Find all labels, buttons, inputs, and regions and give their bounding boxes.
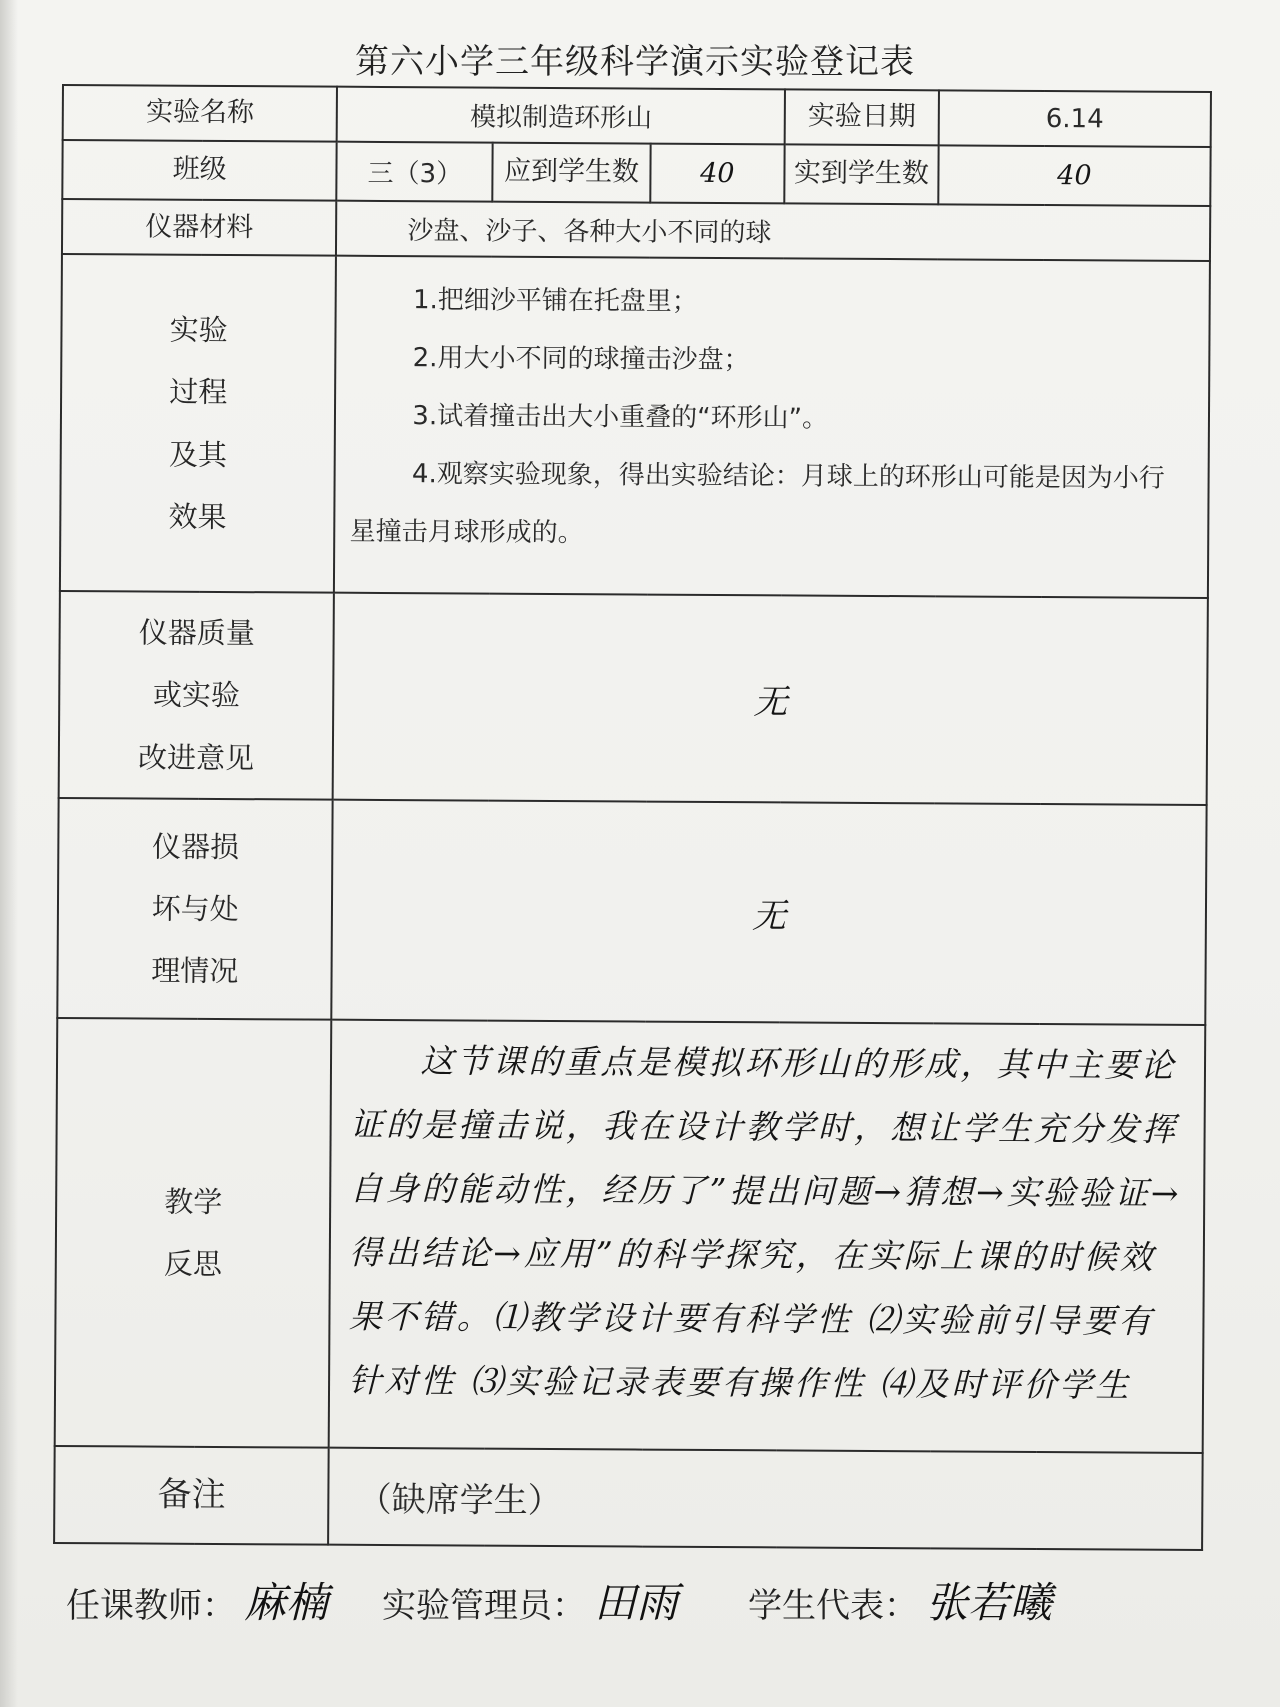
reflection-label-line: 反思: [163, 1246, 223, 1281]
row-remark: [54, 1446, 1203, 1550]
damage-label: [57, 798, 333, 1020]
reflection-label: [55, 1018, 332, 1447]
process-step: 2.用大小不同的球撞击沙盘；: [412, 343, 750, 376]
quality-label-line: 改进意见: [137, 740, 255, 775]
process-label-line: 效果: [168, 499, 227, 534]
register-form: [53, 84, 1212, 1551]
process-steps: [334, 256, 1210, 598]
class-value: 三（3）: [337, 142, 493, 202]
remark-label: 备注: [54, 1446, 329, 1545]
expected-students-value: 40: [650, 144, 785, 204]
admin-signature: 田雨: [594, 1578, 679, 1627]
process-step: 4.观察实验现象，得出实验结论：月球上的环形山可能是因为小行星撞击月球形成的。: [349, 459, 1165, 549]
damage-label-line: 理情况: [151, 953, 239, 989]
process-label-line: 实验: [169, 312, 228, 347]
damage-value: 无: [332, 800, 1207, 1025]
reflection-label-line: 教学: [164, 1184, 223, 1219]
quality-label: [59, 591, 335, 800]
process-label-line: 及其: [168, 437, 228, 472]
experiment-name-value: 模拟制造环形山: [337, 87, 785, 145]
actual-students-label: 实到学生数: [784, 144, 938, 204]
process-label: [60, 254, 336, 592]
process-step: 1.把细沙平铺在托盘里；: [412, 285, 698, 318]
student-label: 学生代表：: [748, 1586, 919, 1626]
materials-value: 沙盘、沙子、各种大小不同的球: [336, 201, 1210, 261]
admin-label: 实验管理员：: [382, 1586, 587, 1626]
row-reflection: [55, 1018, 1206, 1452]
experiment-date-label: 实验日期: [785, 89, 939, 145]
remark-value: （缺席学生）: [328, 1447, 1202, 1550]
quality-label-line: 仪器质量: [138, 615, 255, 651]
quality-value: 无: [333, 592, 1208, 805]
materials-label: 仪器材料: [62, 199, 337, 256]
actual-students-value: 40: [938, 145, 1210, 206]
row-class-attendance: [62, 140, 1210, 206]
reflection-text: 这节课的重点是模拟环形山的形成，其中主要论证的是撞击说，我在设计教学时，想让学生充分发挥自身的能动性，经历了”提出问题→猜想→实验验证→得出结论→应用”的科学探究，在实际上课的时候效果不错。⑴教学设计要有科学性 ⑵实验前引导要有针对性 ⑶实验记录表要有操作性 ⑷及时评价学生: [329, 1020, 1205, 1453]
teacher-label: 任课教师：: [66, 1586, 236, 1626]
student-signature: 张若曦: [926, 1578, 1053, 1627]
process-step: 3.试着撞击出大小重叠的“环形山”。: [412, 401, 829, 434]
register-table: [53, 84, 1212, 1551]
damage-label-line: 仪器损: [151, 829, 240, 864]
expected-students-label: 应到学生数: [493, 143, 651, 203]
row-materials: [62, 199, 1210, 261]
signature-bar: [66, 1570, 1226, 1640]
process-label-line: 过程: [169, 374, 228, 410]
experiment-name-label: 实验名称: [63, 85, 338, 142]
row-experiment-name: [63, 85, 1211, 147]
page-title: 第六小学三年级科学演示实验登记表: [355, 42, 915, 82]
row-process: [60, 254, 1210, 597]
row-quality: [59, 591, 1208, 805]
quality-label-line: 或实验: [152, 677, 241, 713]
damage-label-line: 坏与处: [151, 891, 239, 927]
experiment-date-value: 6.14: [939, 90, 1211, 147]
row-damage: [57, 798, 1206, 1025]
teacher-signature: 麻楠: [244, 1578, 329, 1627]
class-label: 班级: [62, 140, 337, 201]
